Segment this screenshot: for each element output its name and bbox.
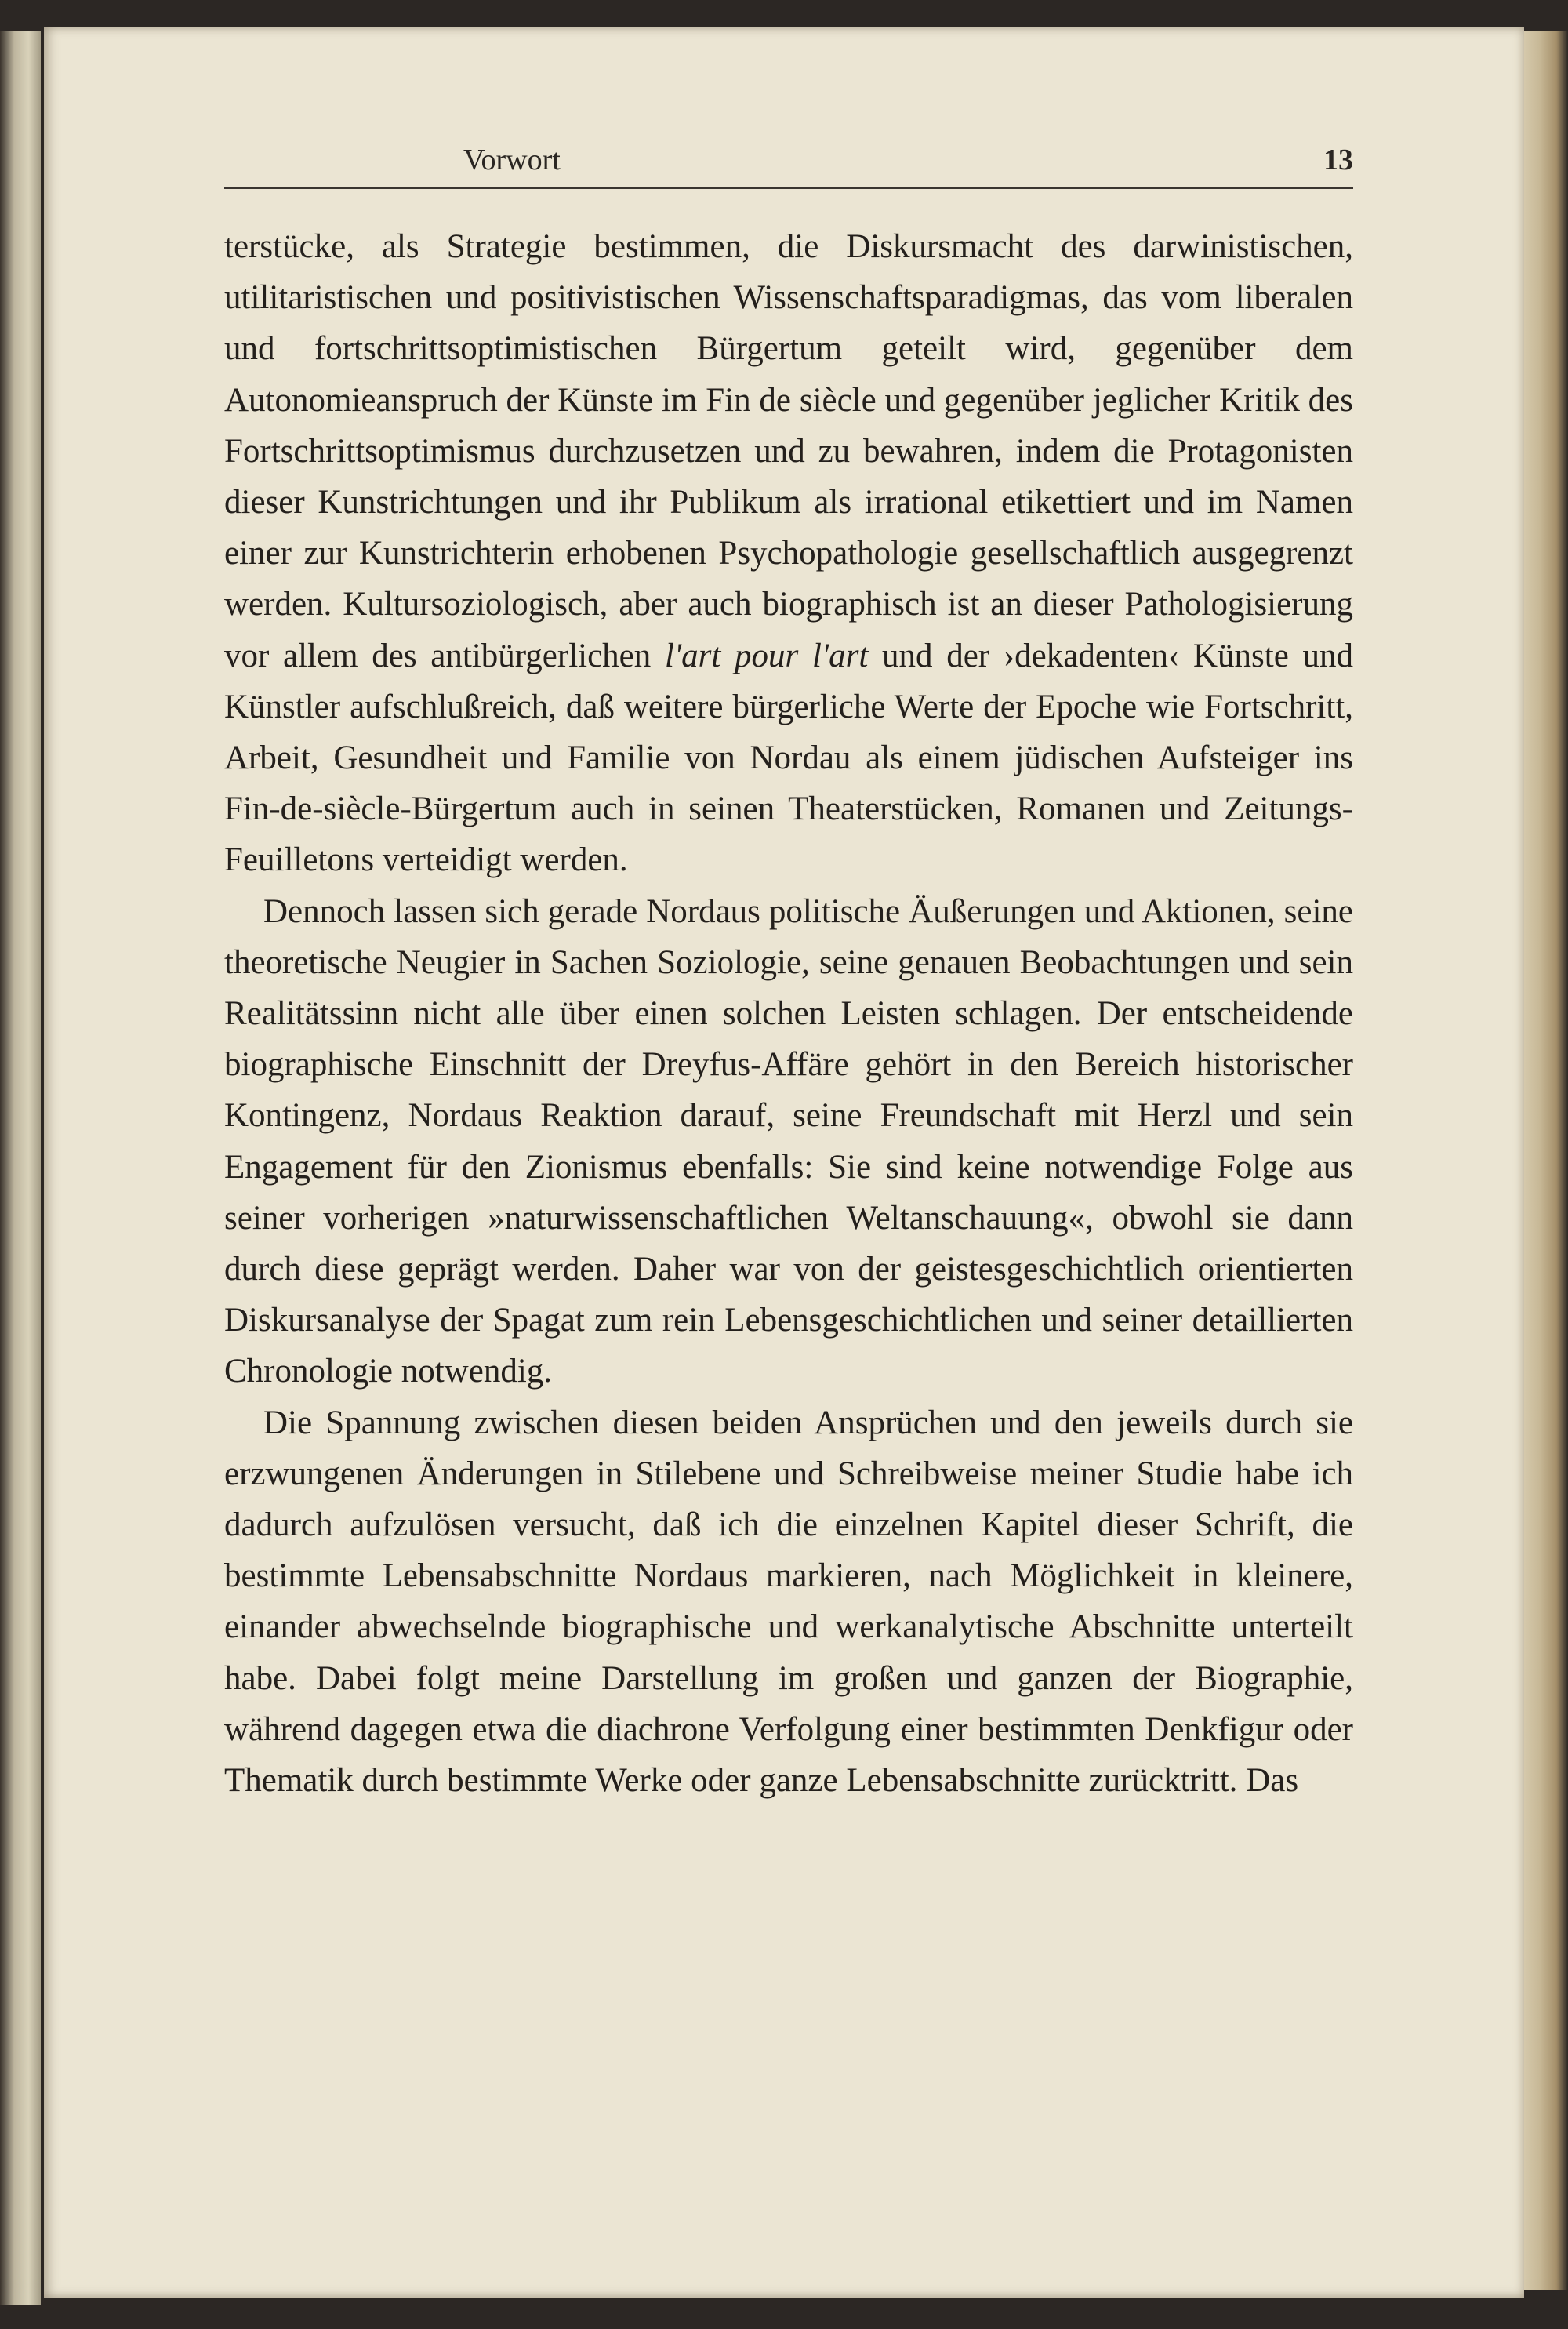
running-head xyxy=(224,140,1353,189)
paragraph-1-italic-phrase: l'art pour l'art xyxy=(664,637,869,674)
body-text xyxy=(224,221,1353,1806)
running-title: Vorwort xyxy=(463,144,561,176)
paragraph-1-text-b: und der ›dekadenten‹ Künste und Künstler aufschlußreich, daß weitere bürgerliche Werte der Epoche wie Fortschritt, Arbeit, Gesundheit und Familie von Nordau als einem jüdischen Aufsteiger ins Fin-de-siècle-Bürgertum auch in seinen Theaterstücken, Romanen und Zeitungs-Feuilletons verteidigt werden. xyxy=(224,637,1353,879)
paragraph-2 xyxy=(224,886,1353,1397)
paragraph-1 xyxy=(224,221,1353,886)
paragraph-3-text: Die Spannung zwischen diesen beiden Ansprüchen und den jeweils durch sie erzwungenen Änderungen in Stilebene und Schreibweise meiner Studie habe ich dadurch aufzulösen versucht, daß ich die einzelnen Kapitel dieser Schrift, die bestimmte Lebensabschnitte Nordaus markieren, nach Möglichkeit in kleinere, einander abwechselnde biographische und werkanalytische Abschnitte unterteilt habe. Dabei folgt meine Darstellung im großen und ganzen der Biographie, während dagegen etwa die diachrone Verfolgung einer bestimmten Denkfigur oder Thematik durch bestimmte Werke oder ganze Lebensabschnitte zurücktritt. Das xyxy=(224,1404,1353,1800)
book-page xyxy=(44,27,1524,2298)
left-page-edge xyxy=(0,31,41,2305)
paragraph-2-text: Dennoch lassen sich gerade Nordaus politische Äußerungen und Aktionen, seine theoretische Neugier in Sachen Soziologie, seine genauen Beobachtungen und sein Realitätssinn nicht alle über einen solchen Leisten schlagen. Der entscheidende biographische Einschnitt der Dreyfus-Affäre gehört in den Bereich historischer Kontingenz, Nordaus Reaktion darauf, seine Freundschaft mit Herzl und sein Engagement für den Zionismus ebenfalls: Sie sind keine notwendige Folge aus seiner vorherigen »naturwissenschaftlichen Weltanschauung«, obwohl sie dann durch diese geprägt werden. Daher war von der geistesgeschichtlich orientierten Diskursanalyse der Spagat zum rein Lebensgeschichtlichen und seiner detaillierten Chronologie notwendig. xyxy=(224,892,1353,1390)
page-number: 13 xyxy=(1323,144,1353,176)
paragraph-3 xyxy=(224,1397,1353,1807)
paragraph-1-text-a: terstücke, als Strategie bestimmen, die Diskursmacht des darwinistischen, utilitaristischen und positivistischen Wissenschaftsparadigmas, das vom liberalen und fortschrittsoptimistischen Bürgertum geteilt wird, gegenüber dem Autonomieanspruch der Künste im Fin de siècle und gegenüber jeglicher Kritik des Fortschrittsoptimismus durchzusetzen und zu bewahren, indem die Protagonisten dieser Kunstrichtungen und ihr Publikum als irrational etikettiert und im Namen einer zur Kunstrichterin erhobenen Psychopathologie gesellschaftlich ausgegrenzt werden. Kultursoziologisch, aber auch biographisch ist an dieser Pathologisierung vor allem des antibürgerlichen xyxy=(224,228,1353,674)
right-page-edge xyxy=(1521,31,1568,2290)
